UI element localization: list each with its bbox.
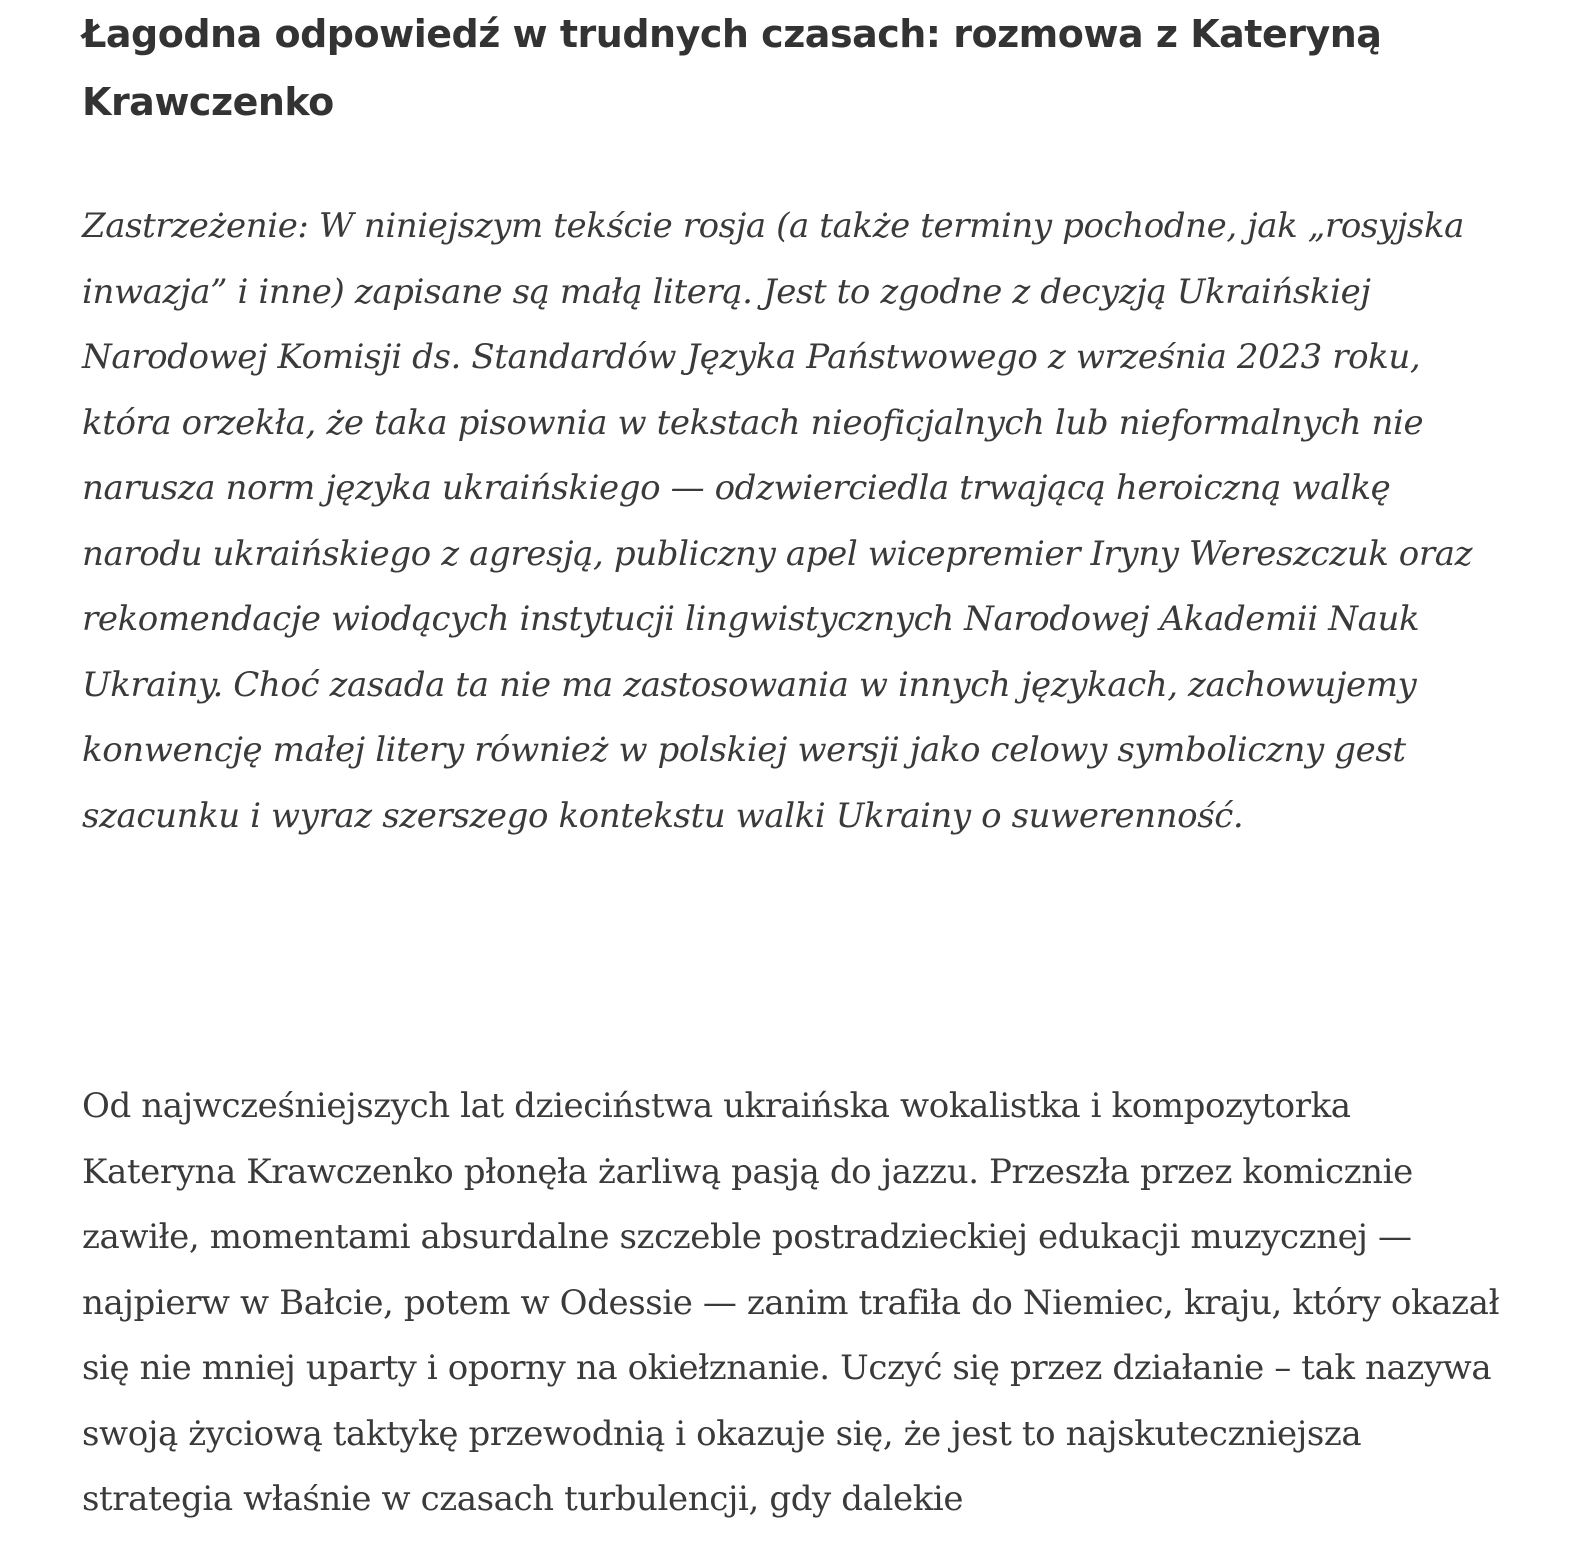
body-paragraph: Od najwcześniejszych lat dzieciństwa ukraińska wokalistka i kompozytorka Kateryna Krawczenko płonęła żarliwą pasją do jazzu. Przeszła przez komicznie zawiłe, momentami absurdalne szczeble postradzieckiej edukacji muzycznej — najpierw w Bałcie, potem w Odessie — zanim trafiła do Niemiec, kraju, który okazał się nie mniej uparty i oporny na okiełznanie. Uczyć się przez działanie – tak nazywa swoją życiową taktykę przewodnią i okazuje się, że jest to najskuteczniejsza strategia właśnie w czasach turbulencji, gdy dalekie: [82, 1086, 1500, 1519]
article: [82, 0, 1502, 1519]
disclaimer-paragraph: Zastrzeżenie: W niniejszym tekście rosja (a także terminy pochodne, jak „rosyjska inwazja” i inne) zapisane są małą literą. Jest to zgodne z decyzją Ukraińskiej Narodowej Komisji ds. Standardów Języka Państwowego z września 2023 roku, która orzekła, że taka pisownia w tekstach nieoficjalnych lub nieformalnych nie narusza norm języka ukraińskiego — odzwierciedla trwającą heroiczną walkę narodu ukraińskiego z agresją, publiczny apel wicepremier Iryny Wereszczuk oraz rekomendacje wiodących instytucji lingwistycznych Narodowej Akademii Nauk Ukrainy. Choć zasada ta nie ma zastosowania w innych językach, zachowujemy konwencję małej litery również w polskiej wersji jako celowy symboliczny gest szacunku i wyraz szerszego kontekstu walki Ukrainy o suwerenność.: [82, 206, 1473, 836]
article-title: Łagodna odpowiedź w trudnych czasach: rozmowa z Kateryną Krawczenko: [82, 12, 1382, 124]
